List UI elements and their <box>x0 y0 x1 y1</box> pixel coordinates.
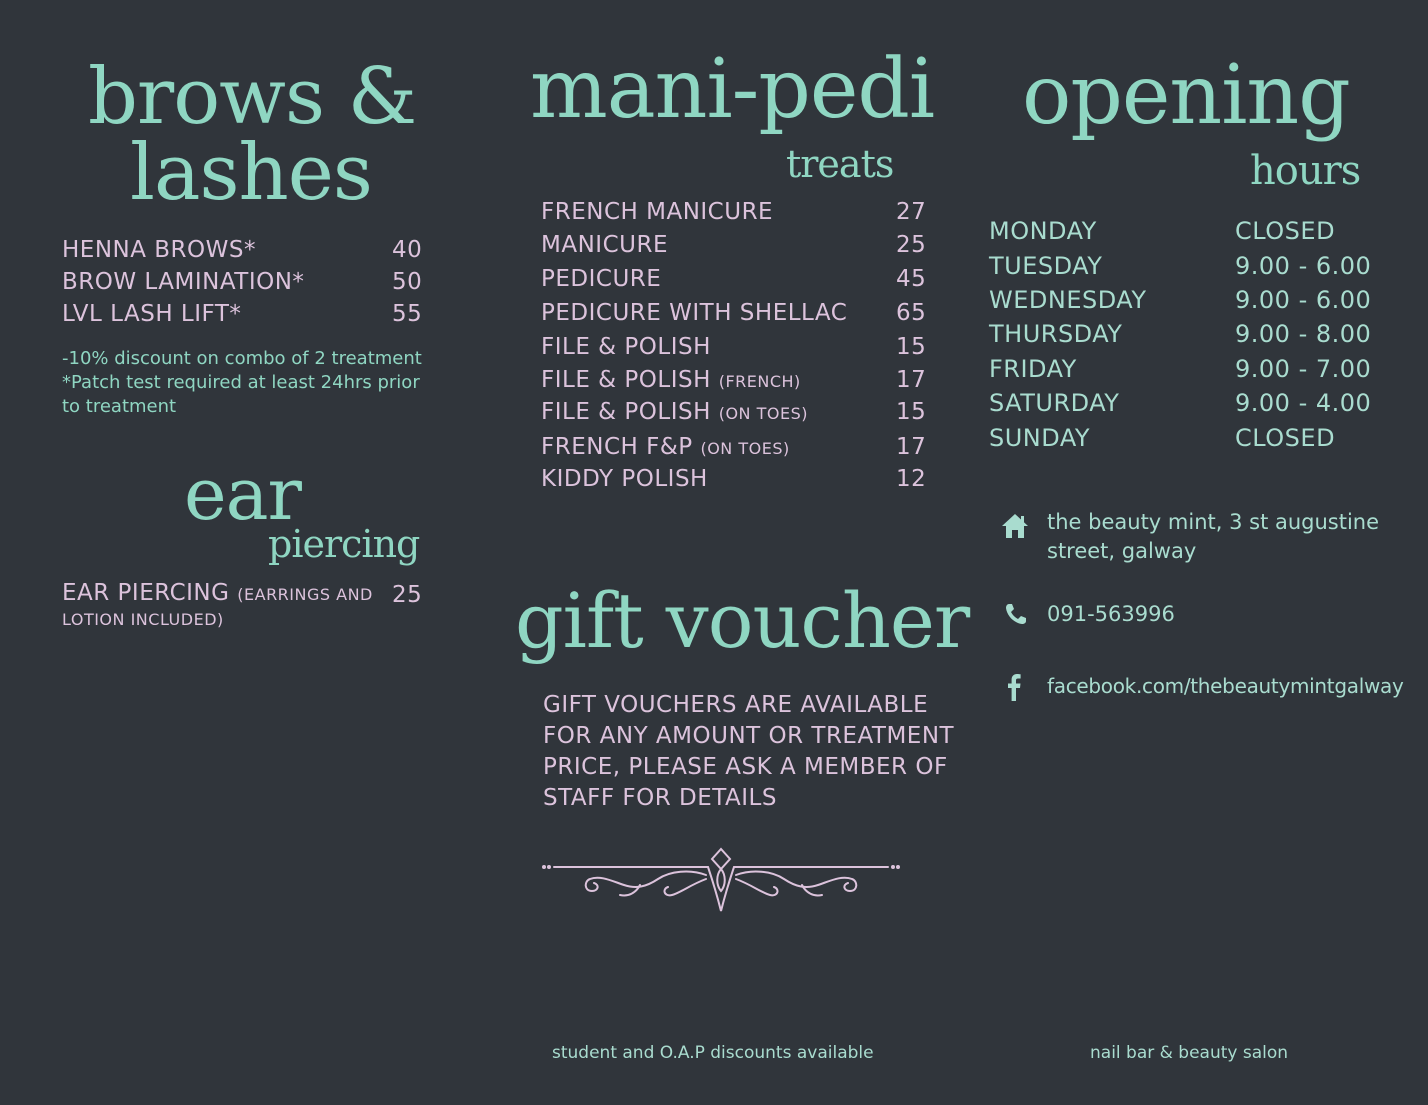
address <box>1047 508 1379 566</box>
opening-day: FRIDAY <box>989 355 1077 383</box>
gift-line: FOR ANY AMOUNT OR TREATMENT <box>543 723 955 749</box>
gift-line: PRICE, PLEASE ASK A MEMBER OF <box>543 754 948 780</box>
manipedi-item-price: 65 <box>896 300 927 326</box>
manipedi-item-price: 12 <box>896 466 927 492</box>
gift-title: gift voucher <box>515 576 970 665</box>
brows-item <box>62 237 256 263</box>
manipedi-item <box>541 334 711 360</box>
manipedi-item-price: 17 <box>896 367 927 393</box>
manipedi-item-name: FRENCH F&P <box>541 434 693 460</box>
brows-item-name: LVL LASH LIFT* <box>62 301 242 327</box>
brows-item-name: HENNA BROWS* <box>62 237 256 263</box>
manipedi-item-price: 15 <box>896 399 927 425</box>
gift-line: GIFT VOUCHERS ARE AVAILABLE <box>543 692 929 718</box>
manipedi-item-name: FRENCH MANICURE <box>541 199 774 225</box>
phone-number[interactable]: 091-563996 <box>1047 602 1175 626</box>
manipedi-item-suffix: (FRENCH) <box>718 372 801 391</box>
opening-day: WEDNESDAY <box>989 286 1147 314</box>
ear-item-name: EAR PIERCING <box>62 580 230 606</box>
opening-day: MONDAY <box>989 217 1097 245</box>
ear-item-detail-2: LOTION INCLUDED) <box>62 610 224 629</box>
brows-title-line2: lashes <box>130 128 372 218</box>
manipedi-item-name: FILE & POLISH <box>541 399 711 425</box>
opening-hours: 9.00 - 6.00 <box>1235 286 1372 314</box>
ear-title: ear <box>184 452 301 536</box>
manipedi-item-name: PEDICURE <box>541 266 662 292</box>
ornament-divider <box>540 845 902 917</box>
manipedi-item-price: 17 <box>896 434 927 460</box>
opening-hours: 9.00 - 7.00 <box>1235 355 1372 383</box>
brows-note: *Patch test required at least 24hrs prior <box>62 372 420 393</box>
manipedi-item <box>541 434 790 460</box>
opening-day: THURSDAY <box>989 320 1123 348</box>
brows-item-price: 55 <box>392 301 423 327</box>
opening-hours: 9.00 - 6.00 <box>1235 252 1372 280</box>
manipedi-item-suffix: (ON TOES) <box>718 404 808 423</box>
manipedi-item <box>541 367 801 393</box>
opening-day: SUNDAY <box>989 424 1091 452</box>
brows-item-price: 40 <box>392 237 423 263</box>
ear-item-price: 25 <box>392 582 423 608</box>
opening-hours: 9.00 - 8.00 <box>1235 320 1372 348</box>
address-line: the beauty mint, 3 st augustine <box>1047 510 1380 534</box>
manipedi-item <box>541 399 808 425</box>
brows-item-price: 50 <box>392 269 423 295</box>
manipedi-item-name: MANICURE <box>541 232 668 258</box>
manipedi-title: mani-pedi <box>530 42 935 137</box>
brows-note: to treatment <box>62 396 177 417</box>
brows-item-name: BROW LAMINATION* <box>62 269 305 295</box>
manipedi-item-price: 27 <box>896 199 927 225</box>
brows-notes <box>62 347 432 419</box>
manipedi-item-name: FILE & POLISH <box>541 334 711 360</box>
manipedi-item-suffix: (ON TOES) <box>700 439 790 458</box>
manipedi-subtitle: treats <box>786 142 894 186</box>
opening-subtitle: hours <box>1250 148 1361 194</box>
brows-title-line1: brows & <box>88 52 417 142</box>
phone-icon <box>1004 602 1028 626</box>
opening-hours: CLOSED <box>1235 424 1336 452</box>
footer-tagline: nail bar & beauty salon <box>1090 1043 1289 1063</box>
manipedi-item-name: PEDICURE WITH SHELLAC <box>541 300 848 326</box>
manipedi-item <box>541 300 847 326</box>
brows-item <box>62 269 304 295</box>
manipedi-item <box>541 266 661 292</box>
footer-discounts: student and O.A.P discounts available <box>552 1043 874 1063</box>
ear-item-detail: (EARRINGS AND <box>237 585 373 604</box>
brows-item <box>62 301 241 327</box>
opening-day: SATURDAY <box>989 389 1120 417</box>
manipedi-item <box>541 466 708 492</box>
brows-note: -10% discount on combo of 2 treatment <box>62 348 422 369</box>
home-icon <box>1000 512 1030 540</box>
opening-day: TUESDAY <box>989 252 1103 280</box>
facebook-icon <box>1006 673 1022 701</box>
manipedi-item-price: 25 <box>896 232 927 258</box>
opening-title: opening <box>1022 48 1350 143</box>
manipedi-item-name: FILE & POLISH <box>541 367 711 393</box>
manipedi-item <box>541 232 668 258</box>
gift-line: STAFF FOR DETAILS <box>543 785 777 811</box>
ear-subtitle: piercing <box>268 522 420 566</box>
manipedi-item <box>541 199 773 225</box>
opening-hours: 9.00 - 4.00 <box>1235 389 1372 417</box>
manipedi-item-price: 45 <box>896 266 927 292</box>
address-line: street, galway <box>1047 539 1197 563</box>
opening-hours: CLOSED <box>1235 217 1336 245</box>
manipedi-item-name: KIDDY POLISH <box>541 466 708 492</box>
facebook-link[interactable]: facebook.com/thebeautymintgalway <box>1047 674 1404 698</box>
gift-description <box>543 690 954 814</box>
ear-item <box>62 580 373 608</box>
manipedi-item-price: 15 <box>896 334 927 360</box>
